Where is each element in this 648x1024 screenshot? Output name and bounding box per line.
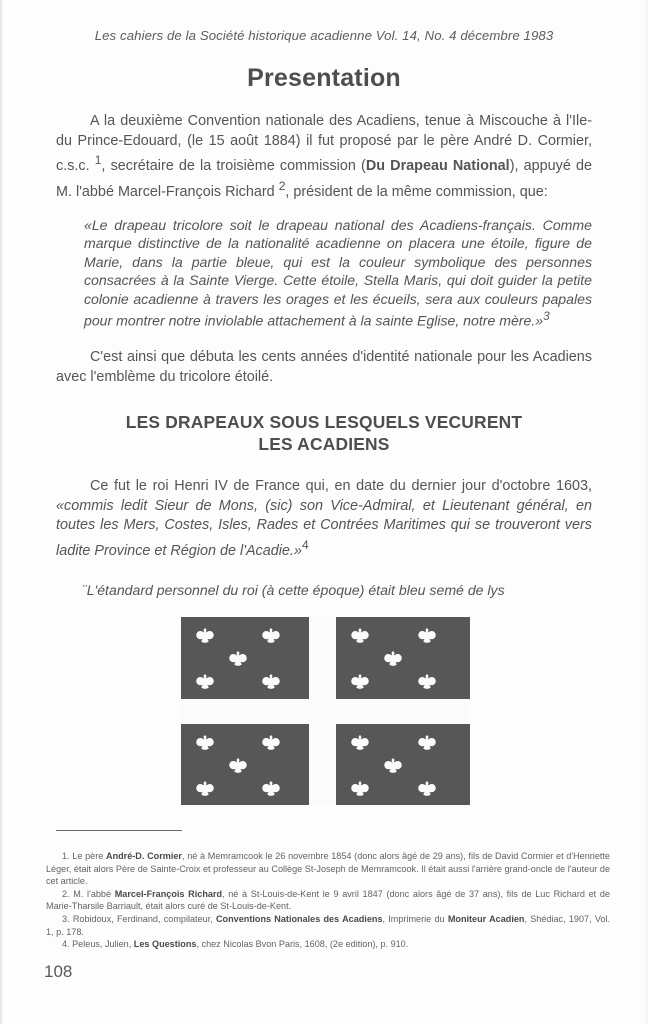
footnote-2-post: , né à St-Louis-de-Kent le 9 avril 1847 (donc alors âgé de 37 ans), fils de Luc Richard et de Marie-Tharsile Barriault, était alors curé de St-Louis-de-Kent.: [46, 888, 610, 912]
intro-text-a: A la deuxième Convention nationale des Acadiens, tenue à Miscouche à l'Ile-du Prince-Edouard, (le 15 août 1884) il fut proposé par le père André D. Cormier, c.s.c.: [56, 113, 592, 174]
scan-edge-left: [0, 0, 3, 1024]
footnote-2: [46, 888, 610, 913]
fleur-de-lys-icon: [260, 734, 282, 756]
section-heading-line-2: LES ACADIENS: [258, 434, 390, 455]
fleur-de-lys-icon: [260, 780, 282, 802]
footnote-1-number: 1.: [62, 851, 70, 861]
fleur-de-lys-icon: [227, 650, 249, 672]
fleur-de-lys-icon: [349, 780, 371, 802]
flag-quadrant-bottom-left: [181, 724, 309, 805]
footnote-1-name: André-D. Cormier: [106, 851, 182, 861]
footnote-3-pre: Robidoux, Ferdinand, compilateur,: [69, 913, 216, 924]
footnote-ref-1: 1: [94, 153, 102, 168]
footnote-3-title: Conventions Nationales des Acadiens: [215, 913, 383, 924]
fleur-de-lys-icon: [194, 734, 216, 756]
footnote-2-number: 2.: [62, 888, 70, 899]
fleur-de-lys-icon: [260, 673, 282, 695]
footnote-4-pre: Peleus, Julien,: [69, 939, 134, 950]
footnote-4-post: , chez Nicolas Bvon Paris, 1608, (2e edition), p. 910.: [196, 939, 409, 950]
flag-resolution-quote: [56, 216, 592, 330]
footnote-3-post2: , Shédiac, 1907, Vol. 1, p. 178.: [46, 913, 611, 937]
page-number: 108: [44, 962, 73, 981]
fleur-de-lys-icon: [260, 627, 282, 649]
fleur-de-lys-icon: [416, 734, 438, 756]
footnote-ref-4: 4: [301, 538, 309, 553]
fleur-de-lys-icon: [382, 650, 404, 672]
flag-quadrant-top-right: [336, 617, 464, 699]
fleur-de-lys-icon: [194, 627, 216, 649]
fleur-de-lys-icon: [194, 673, 216, 695]
footnote-2-name: Marcel-François Richard: [114, 888, 223, 899]
flag-cross-vertical: [309, 617, 336, 805]
footnotes-block: [46, 850, 610, 951]
footnote-ref-2: 2: [278, 178, 286, 193]
footnote-3-post: , Imprimerie du: [382, 913, 448, 924]
intro-bold-drapeau-national: Du Drapeau National: [365, 157, 510, 174]
footnote-1-post: , né à Memramcook le 26 novembre 1854 (donc alors âgé de 29 ans), fils de David Cormier et d'Henriette Léger, était alors Père de Sainte-Croix et professeur au Collège St-Joseph de Memramcook. Il était aussi l'arrière grand-oncle de l'auteur de cet article.: [46, 851, 610, 887]
flag-graphic: [181, 617, 470, 805]
body-content: [56, 112, 592, 599]
fleur-de-lys-icon: [227, 757, 249, 779]
footnote-separator-rule: [56, 830, 182, 831]
intro-text-d: , président de la même commission, que:: [285, 183, 548, 200]
flag-quadrant-bottom-right: [336, 724, 464, 805]
fleur-de-lys-icon: [349, 734, 371, 756]
flag-caption: ¨L'étandard personnel du roi (à cette époque) était bleu semé de lys: [82, 582, 505, 599]
fleur-de-lys-icon: [416, 627, 438, 649]
footnote-2-pre: M. l'abbé: [69, 888, 115, 899]
intro-paragraph: [56, 112, 592, 202]
footnote-1: [46, 850, 610, 888]
footnote-ref-3: 3: [543, 310, 550, 323]
running-head: Les cahiers de la Société historique acadienne Vol. 14, No. 4 décembre 1983: [94, 28, 554, 43]
footnote-3: [46, 913, 610, 938]
footnote-4: [46, 938, 610, 951]
intro-text-b: , secrétaire de la troisième commission (: [101, 157, 366, 174]
page-title: Presentation: [247, 64, 401, 92]
flag-quadrant-top-left: [181, 617, 309, 699]
footnote-1-pre: Le père: [69, 851, 106, 861]
fleur-de-lys-icon: [416, 780, 438, 802]
fleur-de-lys-icon: [416, 673, 438, 695]
footnote-3-publisher: Moniteur Acadien: [447, 913, 525, 924]
fleur-de-lys-icon: [382, 757, 404, 779]
quote-text: «Le drapeau tricolore soit le drapeau national des Acadiens-français. Comme marque distinctive de la nationalité acadienne on placera une étoile, figure de Marie, dans la partie bleue, qui est la couleur symbolique des personnes consacrées à la Sainte Vierge. Cette étoile, Stella Maris, qui doit guider la petite colonie acadienne à travers les orages et les écueils, sera aux couleurs papales pour montrer notre inviolable attachement à la sainte Eglise, notre mère.»: [84, 216, 592, 329]
henri-iv-paragraph: [56, 477, 592, 561]
fleur-de-lys-icon: [349, 627, 371, 649]
after-quote-paragraph: C'est ainsi que débuta les cents années d'identité nationale pour les Acadiens avec l'emblème du tricolore étoilé.: [56, 349, 592, 385]
figure-flag: [181, 617, 470, 805]
intro-text-c: ), appuyé de M. l'abbé Marcel-François Richard: [56, 157, 592, 200]
footnote-4-number: 4.: [62, 939, 70, 950]
section-heading-line-1: LES DRAPEAUX SOUS LESQUELS VECURENT: [125, 412, 523, 433]
henri-quote-text: «commis ledit Sieur de Mons, (sic) son Vice-Admiral, et Lieutenant général, en toutes les Mers, Costes, Isles, Rades et Contrées Maritimes qui se trouveront vers ladite Province et Région de l'Acadie.»: [56, 497, 592, 559]
fleur-de-lys-icon: [349, 673, 371, 695]
footnote-4-title: Les Questions: [133, 939, 197, 950]
section-heading: [56, 411, 592, 455]
footnote-3-number: 3.: [62, 913, 70, 924]
scan-edge-right: [644, 0, 648, 1024]
henri-lead-text: Ce fut le roi Henri IV de France qui, en date du dernier jour d'octobre 1603,: [90, 478, 592, 495]
fleur-de-lys-icon: [194, 780, 216, 802]
